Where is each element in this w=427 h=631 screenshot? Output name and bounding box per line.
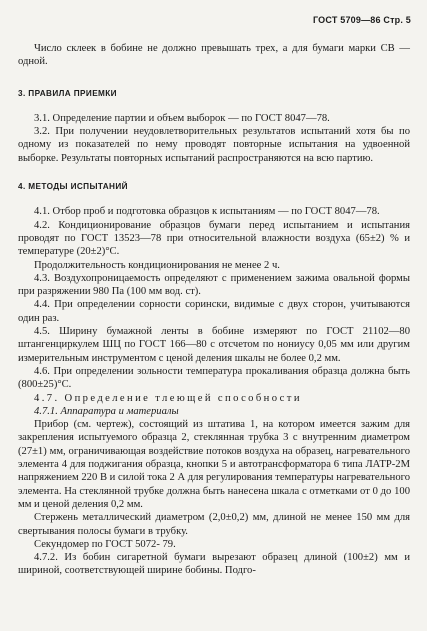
paragraph-3-1: 3.1. Определение партии и объем выборок — по ГОСТ 8047—78. <box>34 112 330 124</box>
paragraph-rod: Стержень металлический диаметром (2,0±0,2) мм, длиной не менее 150 мм для свертывания полосы бумаги в трубку. <box>18 512 410 537</box>
paragraph-stopwatch: Секундомер по ГОСТ 5072- 79. <box>34 538 176 550</box>
paragraph-4-7-heading: 4.7. Определение тлеющей способности <box>34 392 302 404</box>
paragraph-4-2: 4.2. Кондиционирование образцов бумаги перед испытанием и испытания проводят по ГОСТ 13523—78 при относительной влажности воздуха (65±2) % и температуре (20±2)°С. <box>18 219 410 258</box>
heading-test-methods: 4. МЕТОДЫ ИСПЫТАНИЙ <box>18 182 128 192</box>
paragraph-4-7-1-heading: 4.7.1. Аппаратура и материалы <box>34 405 179 417</box>
paragraph-4-7-2: 4.7.2. Из бобин сигаретной бумаги вырезают образец длиной (100±2) мм и шириной, соответствующей ширине бобины. Подго- <box>18 552 410 577</box>
page-header: ГОСТ 5709—86 Стр. 5 <box>312 15 411 25</box>
paragraph-4-5: 4.5. Ширину бумажной ленты в бобине измеряют по ГОСТ 21102—80 штангенциркулем ШЦ по ГОСТ 166—80 с отсчетом по нониусу 0,05 мм или другим измерительным инструментом с ценой деления шкалы не более 0,2 мм. <box>18 326 410 364</box>
paragraph-3-2: 3.2. При получении неудовлетворительных результатов испытаний хотя бы по одному из показателей по нему проводят повторные испытания на удвоенной выборке. Результаты повторных испытаний распространяются на всю партию. <box>18 126 410 164</box>
paragraph-conditioning-duration: Продолжительность кондиционирования не менее 2 ч. <box>34 259 280 271</box>
paragraph-4-3: 4.3. Воздухопроницаемость определяют с применением зажима овальной формы при разряжении 980 Па (100 мм вод. ст). <box>18 272 410 298</box>
paragraph-4-4: 4.4. При определении сорности сорински, видимые с двух сторон, учитываются один раз. <box>18 299 410 324</box>
heading-acceptance-rules: 3. ПРАВИЛА ПРИЕМКИ <box>18 88 117 98</box>
paragraph-4-6: 4.6. При определении зольности температура прокаливания образца должна быть (800±25)°С. <box>18 365 410 391</box>
paragraph-4-1: 4.1. Отбор проб и подготовка образцов к испытаниям — по ГОСТ 8047—78. <box>34 206 380 218</box>
paragraph-apparatus: Прибор (см. чертеж), состоящий из штатива 1, на котором имеется зажим для закрепления испытуемого образца 2, стеклянная трубка 3 с внутренним диаметром (27±1) мм, ограничивающая воздействие потоков воздуха на образец, нагревательного элемента 4 для поджигания образца, кнопки 5 и автотрансформатора 6 типа ЛАТР-2М напряжением 220 В и силой тока 2 А для регулирования температуры нагревательного элемента. На стеклянной трубке должна быть нанесена шкала с отметками от 0 до 100 мм и ценой деления 0,2 мм. <box>18 419 410 510</box>
page-content <box>18 40 410 578</box>
paragraph-splice-limit: Число склеек в бобине не должно превышать трех, а для бумаги марки СВ — одной. <box>18 43 410 68</box>
